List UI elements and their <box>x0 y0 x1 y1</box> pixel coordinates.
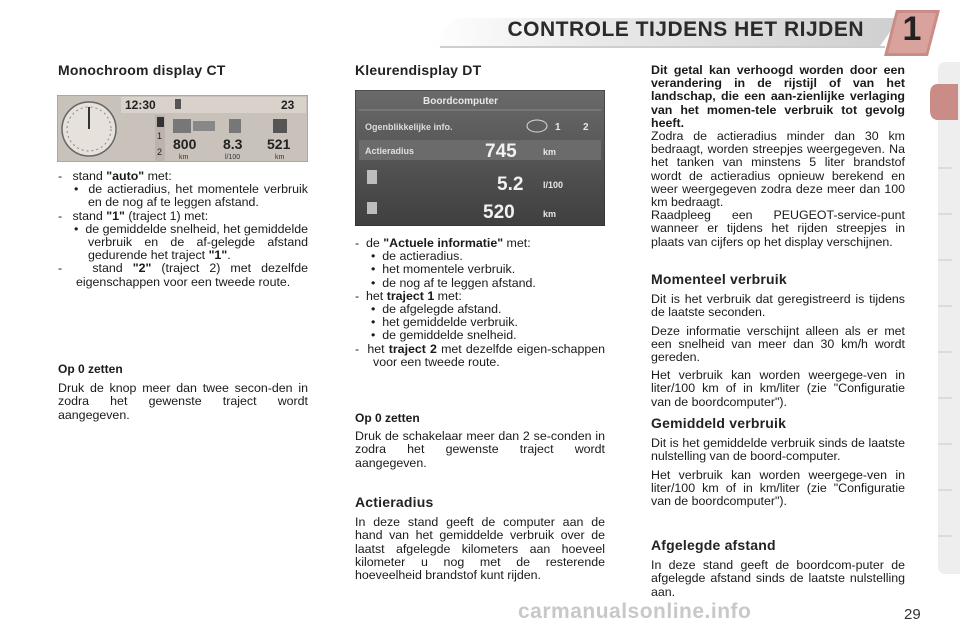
tft-title: Boordcomputer <box>423 96 498 107</box>
page-number: 29 <box>904 606 921 623</box>
monochrome-display-image <box>57 95 308 162</box>
momentary-text-2: Deze informatie verschijnt alleen als er met een snelheid van meer dan 30 km/h wordt gereden. <box>651 323 905 365</box>
tft-row3-unit: l/100 <box>543 180 564 190</box>
list-subitem: • de actieradius. <box>371 249 463 264</box>
tft-row3-value: 5.2 <box>497 174 524 195</box>
col1-reset-section <box>58 363 308 422</box>
intro-bold-text: Dit getal kan verhoogd worden door een verandering in de rijstijl of van het landschap, die een aan-zienlijke verlaging van het momen-tele verbruik tot gevolg heeft. <box>651 63 905 130</box>
lcd-value2: 8.3 <box>223 136 243 152</box>
watermark: carmanualsonline.info <box>518 600 752 623</box>
tft-row2-value: 745 <box>485 141 517 162</box>
reset-heading: Op 0 zetten <box>58 362 123 376</box>
range-text: In deze stand geeft de computer aan de hand van het gemiddelde verbruik over de laatst afgelegde kilometers aan hoeveel kilometer u nog met de resterende hoeveelheid brandstof kunt rijden. <box>355 515 605 583</box>
momentary-text-3: Het verbruik kan worden weergege-ven in liter/100 km of in km/liter (zie "Configuratie van de boordcomputer"). <box>651 368 905 409</box>
list-subitem: • de actieradius, het momentele verbruik en de nog af te leggen afstand. <box>74 182 308 210</box>
lcd-value3: 521 <box>267 136 291 152</box>
col3-distance-section <box>651 539 905 599</box>
momentary-heading: Momenteel verbruik <box>651 271 787 287</box>
col1-list <box>58 170 308 289</box>
list-subitem: • de nog af te leggen afstand. <box>371 275 536 290</box>
list-subitem: • de gemiddelde snelheid. <box>371 328 517 343</box>
col2-heading-block <box>355 64 605 77</box>
list-item-2: - stand "2" (traject 2) met dezelfde eigenschappen voor een tweede route. <box>58 261 308 289</box>
list-item-auto: - stand "auto" met: <box>58 169 172 183</box>
reset-heading: Op 0 zetten <box>355 411 420 425</box>
page-title: CONTROLE TIJDENS HET RIJDEN <box>507 18 864 41</box>
list-subitem: • het momentele verbruik. <box>371 262 516 277</box>
lcd-trip2: 2 <box>157 147 163 157</box>
col3-momentary-section <box>651 273 905 409</box>
list-item-trip1: - het traject 1 met: <box>355 288 462 303</box>
col2-reset-section <box>355 412 605 470</box>
chapter-tab-strip <box>928 62 960 574</box>
distance-text: In deze stand geeft de boordcom-puter de afgelegde afstand sinds de laatste nulstelling aan. <box>651 558 905 599</box>
intro-text-2: Raadpleeg een PEUGEOT-service-punt wanneer er tijdens het rijden streepjes in plaats van cijfers op het display verschijnen. <box>651 208 905 249</box>
lcd-time: 12:30 <box>125 98 156 112</box>
list-item-trip2: - het traject 2 met dezelfde eigen-schappen voor een tweede route. <box>355 341 606 369</box>
tft-row2: Actieradius <box>365 146 415 156</box>
average-text-2: Het verbruik kan worden weergege-ven in liter/100 km of in km/liter (zie "Configuratie van de boordcomputer"). <box>651 467 905 509</box>
lcd-value1: 800 <box>173 136 197 152</box>
col3-intro <box>651 64 905 249</box>
tft-row1-b: 2 <box>583 122 589 133</box>
momentary-text-1: Dit is het verbruik dat geregistreerd is tijdens de laatste seconden. <box>651 292 905 320</box>
tft-row1: Ogenblikkelijke info. <box>365 122 453 132</box>
list-subitem: • de gemiddelde snelheid, het gemiddelde verbruik en de af-gelegde afstand gedurende het traject "1". <box>74 221 308 263</box>
col3-average-section <box>651 417 905 508</box>
list-subitem: • de afgelegde afstand. <box>371 302 502 317</box>
tft-row4-value: 520 <box>483 202 515 223</box>
col1-heading: Monochroom display CT <box>58 62 226 78</box>
tft-row1-a: 1 <box>555 122 561 133</box>
tft-row2-unit: km <box>543 147 557 157</box>
average-heading: Gemiddeld verbruik <box>651 415 787 431</box>
col1-heading-block <box>58 64 308 77</box>
reset-text: Druk de knop meer dan twee secon-den in zodra het gewenste traject wordt aangegeven. <box>58 381 308 422</box>
list-item-actual: - de "Actuele informatie" met: <box>355 236 531 250</box>
chapter-number: 1 <box>902 10 922 48</box>
reset-text: Druk de schakelaar meer dan 2 se-conden in zodra het gewenste traject wordt aangegeven. <box>355 429 605 470</box>
lcd-trip1: 1 <box>157 131 163 141</box>
lcd-unit3: km <box>275 154 285 161</box>
list-subitem: • het gemiddelde verbruik. <box>371 315 518 330</box>
list-item-1: - stand "1" (traject 1) met: <box>58 208 209 223</box>
col2-list <box>355 237 605 369</box>
lcd-unit2: l/100 <box>225 154 241 161</box>
tft-row4-unit: km <box>543 209 557 219</box>
intro-text: Zodra de actieradius minder dan 30 km bedraagt, worden streepjes weergegeven. Na het tanken van minstens 5 liter brandstof wordt de actieradius opnieuw berekend en weer weergegeven zodra deze meer dan 100 km bedraagt. <box>651 129 905 210</box>
col2-range-section <box>355 496 605 582</box>
range-heading: Actieradius <box>355 494 434 510</box>
distance-heading: Afgelegde afstand <box>651 537 776 553</box>
lcd-unit1: km <box>179 154 189 161</box>
color-display-image <box>355 90 605 226</box>
lcd-temp: 23 <box>281 98 295 112</box>
average-text-1: Dit is het gemiddelde verbruik sinds de laatste nulstelling van de boord-computer. <box>651 436 905 464</box>
col2-heading: Kleurendisplay DT <box>355 62 482 78</box>
